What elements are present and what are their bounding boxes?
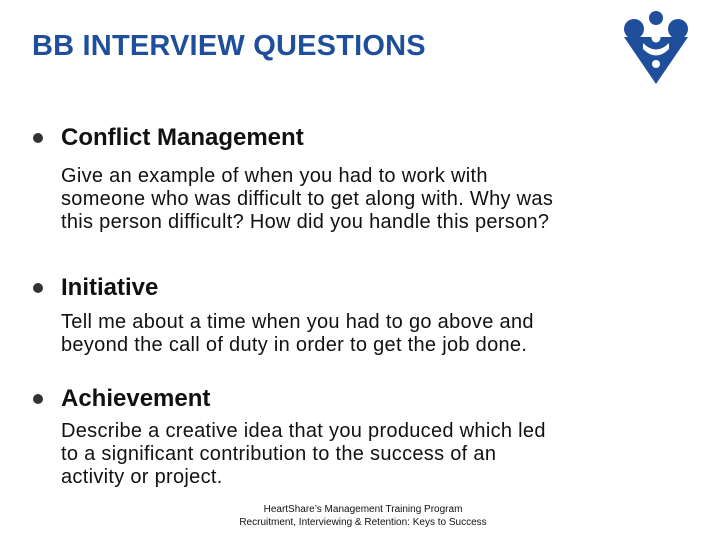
body-line: beyond the call of duty in order to get the job done.: [61, 334, 528, 356]
bullet-conflict-management: [33, 133, 43, 143]
section-heading-initiative: Initiative: [61, 274, 159, 301]
body-line: to a significant contribution to the success of an: [61, 443, 497, 465]
body-line: Tell me about a time when you had to go above and: [61, 311, 534, 333]
footer-program: HeartShare’s Management Training Program: [263, 504, 463, 515]
section-heading-conflict-management: Conflict Management: [61, 124, 304, 151]
page-title: BB INTERVIEW QUESTIONS: [32, 30, 426, 62]
body-line: this person difficult? How did you handle this person?: [61, 211, 550, 233]
footer: [0, 503, 720, 529]
body-line: Give an example of when you had to work with: [61, 165, 488, 187]
footer-subtitle: Recruitment, Interviewing & Retention: Keys to Success: [239, 517, 487, 528]
section-body-initiative: [61, 311, 711, 357]
body-line: activity or project.: [61, 466, 223, 488]
bullet-achievement: [33, 394, 43, 404]
section-body-achievement: [61, 420, 711, 489]
body-line: someone who was difficult to get along with. Why was: [61, 188, 554, 210]
body-line: Describe a creative idea that you produced which led: [61, 420, 546, 442]
heart-people-logo-icon: [620, 10, 692, 86]
bullet-initiative: [33, 283, 43, 293]
section-body-conflict-management: [61, 165, 711, 234]
section-heading-achievement: Achievement: [61, 385, 211, 412]
